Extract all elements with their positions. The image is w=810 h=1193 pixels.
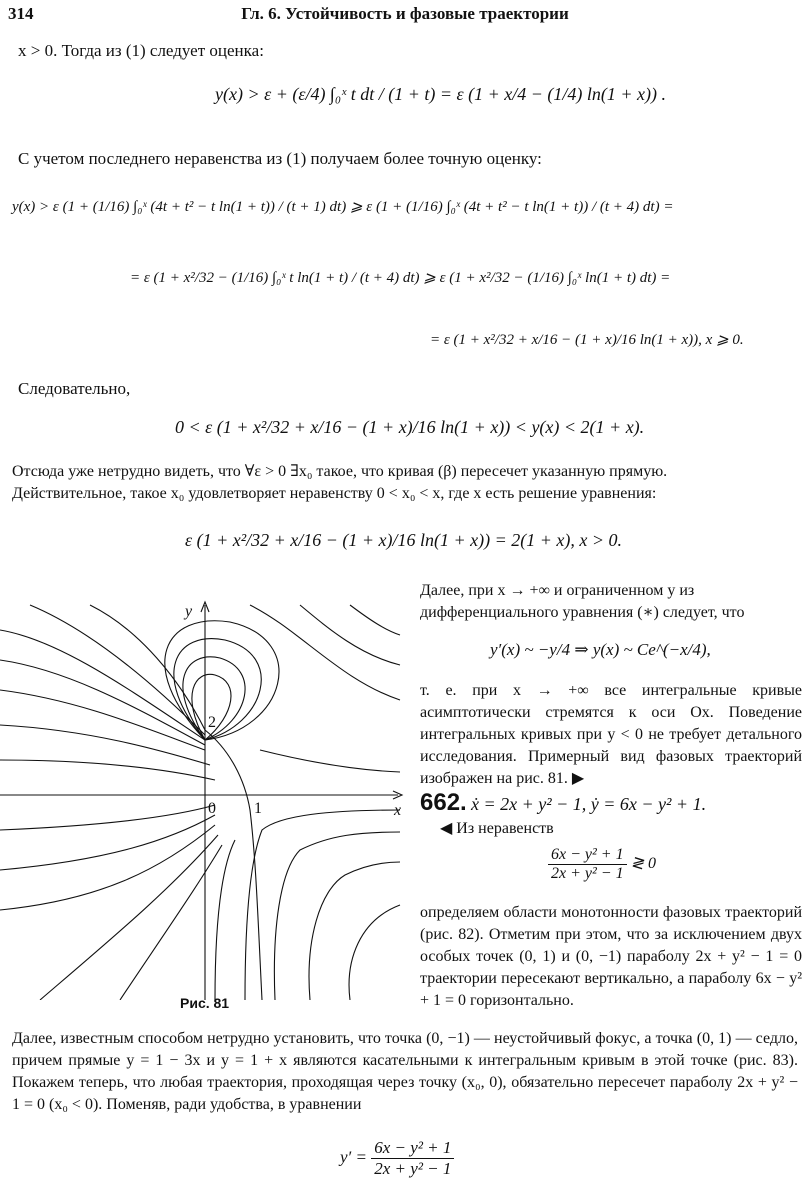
- right-column-text-3: определяем области монотонности фазовых траекторий (рис. 82). Отметим при этом, что за исключением двух особых точек (0, 1) и (0, −1) параболу 2x + y² − 1 = 0 траектории пересекают вертикально, а параболу 6x − y² + 1 = 0 горизонтально.: [420, 904, 802, 1009]
- equation-2-line-1: y(x) > ε (1 + (1/16) ∫₀ˣ (4t + t² − t ln(1 + t)) / (t + 1) dt) ⩾ ε (1 + (1/16) ∫₀ˣ (4t + t² − t ln(1 + t)) / (t + 4) dt) =: [12, 199, 674, 215]
- trajectory-ur-2: [300, 605, 400, 665]
- trajectory-lr-4: [349, 905, 400, 1000]
- trajectory-ul-6: [30, 605, 205, 735]
- final-denominator: 2x + y² − 1: [374, 1159, 452, 1178]
- trajectory-ll-3: [0, 825, 215, 910]
- paragraph-1-line-2: Действительное, такое x₀ удовлетворяет неравенству 0 < x₀ < x, где x есть решение уравнения:: [12, 485, 657, 502]
- axis-y-label: y: [185, 603, 193, 620]
- figure-81-phase-portrait: [0, 600, 405, 1000]
- trajectory-ur-3: [350, 605, 400, 635]
- axis-x-label: x: [394, 802, 402, 819]
- problem-statement: ẋ = 2x + y² − 1, ẏ = 6x − y² + 1.: [470, 794, 707, 814]
- inequality-fraction: [548, 846, 656, 883]
- problem-662: [420, 789, 707, 816]
- final-equation: [340, 1138, 454, 1179]
- inequality-relation: ≷ 0: [630, 855, 656, 873]
- page-header: [8, 4, 802, 26]
- equation-5: y′(x) ~ −y/4 ⇒ y(x) ~ Ce^(−x/4),: [490, 640, 711, 659]
- trajectory-ur-4: [260, 750, 400, 772]
- trajectory-ll-5: [120, 845, 222, 1000]
- trajectory-ul-5: [0, 760, 215, 780]
- tick-origin: 0: [208, 800, 216, 817]
- trajectory-ll-1: [0, 805, 215, 830]
- trajectory-lr-5: [215, 840, 235, 1000]
- equation-2-line-3: = ε (1 + x²/32 + x/16 − (1 + x)/16 ln(1 + x)), x ⩾ 0.: [430, 332, 744, 348]
- trajectory-lr-3: [309, 862, 400, 1000]
- trajectory-lr-2: [274, 832, 400, 1000]
- trajectory-ur-1: [250, 605, 400, 700]
- figure-caption: Рис. 81: [180, 995, 230, 1011]
- inequality-numerator: 6x − y² + 1: [548, 846, 627, 865]
- sledovatelno: Следовательно,: [18, 379, 131, 398]
- problem-number: 662.: [420, 789, 467, 816]
- bottom-paragraph: Далее, известным способом нетрудно установить, что точка (0, −1) — неустойчивый фокус, а точка (0, 1) — седло, причем прямые y = 1 − 3x и y = 1 + x являются касательными к интегральным кривым в этой точке (рис. 83). Покажем теперь, что любая траектория, проходящая через точку (x₀, 0), обязательно пересечет параболу 2x + y² − 1 = 0 (x₀ < 0). Поменяв, ради удобства, в уравнении: [12, 1030, 798, 1113]
- paragraph-after-eq1: С учетом последнего неравенства из (1) получаем более точную оценку:: [18, 149, 542, 168]
- intro-line: x > 0. Тогда из (1) следует оценка:: [18, 41, 264, 60]
- trajectory-ll-4: [40, 835, 218, 1000]
- paragraph-1-line-1: Отсюда уже нетрудно видеть, что ∀ε > 0 ∃x₀ такое, что кривая (β) пересечет указанную прямую.: [12, 463, 668, 480]
- equation-2-line-2: = ε (1 + x²/32 − (1/16) ∫₀ˣ t ln(1 + t) / (t + 4) dt) ⩾ ε (1 + x²/32 − (1/16) ∫₀ˣ ln(1 + t) dt) =: [130, 270, 671, 286]
- trajectory-lr-1: [245, 810, 400, 1000]
- final-numerator: 6x − y² + 1: [371, 1138, 454, 1159]
- inequality-denominator: 2x + y² − 1: [551, 865, 624, 882]
- tick-y-2: 2: [208, 714, 216, 731]
- page-number: 314: [8, 4, 34, 23]
- equation-3: 0 < ε (1 + x²/32 + x/16 − (1 + x)/16 ln(1 + x)) < y(x) < 2(1 + x).: [175, 417, 645, 437]
- right-column-text-1: Далее, при x → +∞ и ограниченном y из дифференциального уравнения (∗) следует, что: [420, 582, 745, 621]
- equation-1: y(x) > ε + (ε/4) ∫₀ˣ t dt / (1 + t) = ε (1 + x/4 − (1/4) ln(1 + x)) .: [215, 84, 666, 104]
- running-title: Гл. 6. Устойчивость и фазовые траектории: [241, 4, 569, 23]
- from-inequalities: ◀ Из неравенств: [440, 820, 554, 837]
- tick-x-1: 1: [254, 800, 262, 817]
- final-equation-lhs: y′ =: [340, 1147, 367, 1167]
- right-column-text-2: т. е. при x → +∞ все интегральные кривые асимптотически стремятся к оси Ox. Поведение интегральных кривых при y < 0 не требует детального исследования. Примерный вид фазовых траекторий изображен на рис. 81. ▶: [420, 682, 802, 787]
- equation-4: ε (1 + x²/32 + x/16 − (1 + x)/16 ln(1 + x)) = 2(1 + x), x > 0.: [185, 530, 623, 550]
